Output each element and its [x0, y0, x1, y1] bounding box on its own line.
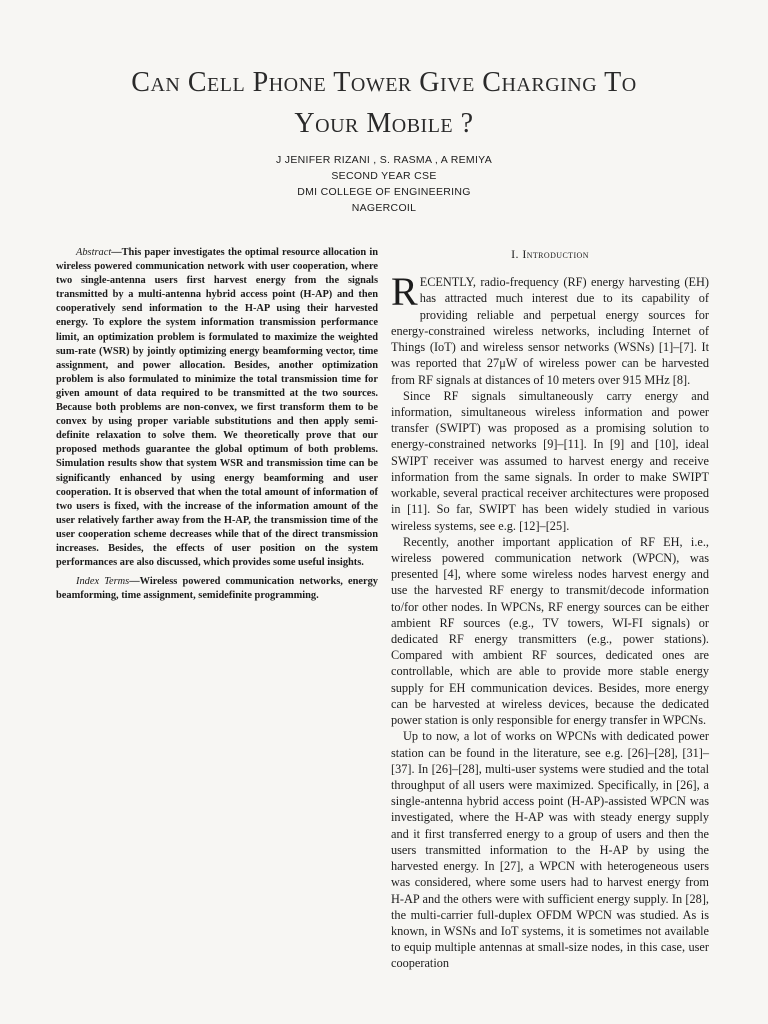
author-year: SECOND YEAR CSE — [331, 170, 437, 182]
abstract-dash: — — [111, 247, 122, 258]
intro-paragraph-4: Up to now, a lot of works on WPCNs with dedicated power station can be found in the literature, see e.g. [26]–[28], [31]–[37]. In [26]–[28], multi-user systems were studied and the total throughput of all users were maximized. Specifically, in [26], a single-antenna hybrid access point (H-AP)-assisted WPCN was investigated, where the H-AP was with steady energy supply and it first transferred energy to a group of users and then the users transmitted information to the H-AP by using the harvested energy. In [27], a WPCN with heterogeneous users was considered, where some users had to harvest energy from H-AP and the others were with sufficient energy supply. In [28], the multi-carrier full-duplex OFDM WPCN was studied. As is known, in WSNs and IoT systems, it is sometimes not available to equip multiple antennas at small-size nodes, in this case, user cooperation — [391, 729, 709, 971]
introduction-column — [391, 246, 709, 972]
author-college: DMI COLLEGE OF ENGINEERING — [297, 186, 471, 198]
intro-paragraph-2: Since RF signals simultaneously carry energy and information, simultaneous wireless information and power transfer (SWIPT) was proposed as a promising solution to energy-constrained networks [9]–[11]. In [9] and [10], ideal SWIPT receiver was assumed to harvest energy and receive information from the same signals. In order to make SWIPT workable, several practical receiver architectures were proposed in [11]. So far, SWIPT has been widely studied in various wireless systems, see e.g. [12]–[25]. — [391, 388, 709, 533]
intro-paragraph-1 — [391, 269, 709, 388]
author-block — [150, 152, 618, 216]
title-line-1: Can Cell Phone Tower Give Charging To — [131, 67, 637, 98]
abstract-label: Abstract — [76, 247, 112, 258]
abstract-text: This paper investigates the optimal resource allocation in wireless powered communication network with user cooperation, where two single-antenna users first harvest energy from the signals transmitted by a multi-antenna hybrid access point (H-AP) and then cooperatively send information to the H-AP using their harvested energy. To explore the system information transmission performance limit, an optimization problem is formulated to maximize the weighted sum-rate (WSR) by jointly optimizing energy beamforming vector, time assignment, and power allocation. Besides, another optimization problem is also formulated to minimize the total transmission time for given amount of data required to be transmitted at the two sources. Because both problems are non-convex, we first transform them to be convex by using proper variable substitutions and then apply semi-definite relaxation to solve them. We theoretically prove that our proposed methods guarantee the global optimum of both problems. Simulation results show that system WSR and transmission time can be significantly enhanced by using energy beamforming and user cooperation. It is observed that when the total amount of information of two users is fixed, with the increase of the information amount of the user relatively farther away from the H-AP, the transmission time of the user cooperation scheme decreases while that of the direct transmission increases. Besides, the effects of user position on the system performances are also discussed, which provides some useful insights. — [56, 247, 378, 569]
index-terms-text: Wireless powered communication networks, energy beamforming, time assignment, semidefinite programming. — [56, 576, 378, 602]
title-line-2: Your Mobile ? — [294, 108, 474, 139]
intro-paragraph-3: Recently, another important application of RF EH, i.e., wireless powered communication network (WPCN), was presented [4], where some wireless nodes harvest energy and use the harvested RF energy to transmit/decode information to/for other nodes. In WPCNs, RF energy sources can be either ambient RF sources (e.g., TV towers, WI-FI signals) or dedicated RF energy transmitters (e.g., power stations). Compared with ambient RF sources, dedicated ones are controllable, which are able to provide more stable energy supply for EH communication devices. Besides, more energy can be harvested at wireless devices, because the dedicated power station is only responsible for energy transfer in WPCNs. — [391, 534, 709, 728]
section-number: I. — [511, 247, 519, 261]
first-word: ECENTLY, — [419, 275, 476, 290]
paper-title — [60, 62, 708, 144]
author-names: J JENIFER RIZANI , S. RASMA , A REMIYA — [276, 154, 492, 166]
intro-p1-text: radio-frequency (RF) energy harvesting (EH) has attracted much interest due to its capability of providing reliable and perpetual energy sources for energy-constrained wireless networks, including Internet of Things (IoT) and wireless sensor networks (WSNs) [1]–[7]. It was reported that 27μW of wireless power can be harvested from RF signals at distances of 10 meters over 915 MHz [8]. — [391, 275, 709, 387]
section-title: Introduction — [522, 247, 589, 261]
drop-cap: R — [391, 269, 418, 315]
section-heading — [391, 246, 709, 262]
abstract-column — [56, 246, 378, 603]
index-terms-paragraph — [56, 575, 378, 603]
author-city: NAGERCOIL — [351, 202, 417, 214]
abstract-paragraph — [56, 246, 378, 570]
index-terms-label: Index Terms — [76, 576, 130, 588]
index-terms-dash: — — [129, 576, 140, 588]
